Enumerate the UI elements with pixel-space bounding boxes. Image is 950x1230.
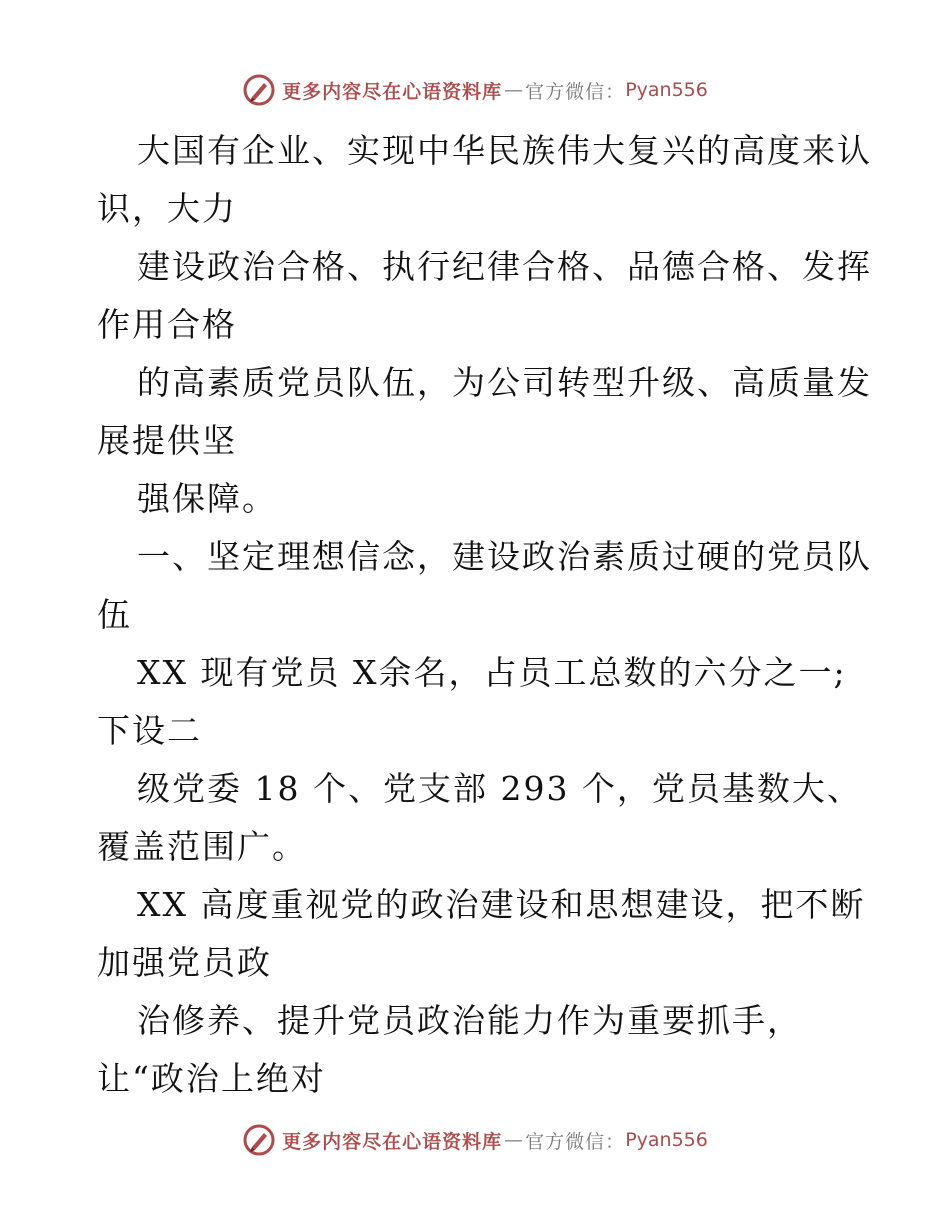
- body-line: 覆盖范围广。: [97, 827, 307, 866]
- body-line: XX 现有党员 X余名，占员工总数的六分之一;: [137, 653, 847, 692]
- document-body: [97, 122, 872, 1108]
- pen-logo-icon: [242, 73, 276, 107]
- banner-wechat-id: Pyan556: [625, 79, 708, 101]
- pen-logo-icon: [242, 1123, 276, 1157]
- section-heading: 一、坚定理想信念，建设政治素质过硬的党员队: [137, 537, 872, 576]
- body-line: 识，大力: [97, 189, 237, 228]
- banner-separator: —: [504, 79, 524, 101]
- banner-main-text: 更多内容尽在心语资料库: [282, 80, 503, 103]
- body-line: 的高素质党员队伍，为公司转型升级、高质量发: [137, 363, 872, 402]
- body-line: 展提供坚: [97, 421, 237, 460]
- body-line: 强保障。: [137, 479, 277, 518]
- footer-banner: [0, 1120, 950, 1160]
- body-line: 级党委 18 个、党支部 293 个，党员基数大、: [137, 769, 862, 808]
- section-heading-cont: 伍: [97, 595, 132, 634]
- body-line: 作用合格: [97, 305, 237, 344]
- body-line: XX 高度重视党的政治建设和思想建设，把不断: [137, 885, 866, 924]
- body-line: 加强党员政: [97, 943, 272, 982]
- banner-main-text: 更多内容尽在心语资料库: [282, 1130, 503, 1153]
- body-line: 让“政治上绝对: [97, 1059, 326, 1098]
- banner-separator: —: [504, 1129, 524, 1151]
- banner-wechat-label: 官方微信：: [525, 1130, 626, 1153]
- banner-wechat-id: Pyan556: [625, 1129, 708, 1151]
- body-line: 建设政治合格、执行纪律合格、品德合格、发挥: [137, 247, 872, 286]
- header-banner: [0, 70, 950, 110]
- body-line: 下设二: [97, 711, 202, 750]
- body-line: 大国有企业、实现中华民族伟大复兴的高度来认: [137, 131, 872, 170]
- banner-wechat-label: 官方微信：: [525, 80, 626, 103]
- body-line: 治修养、提升党员政治能力作为重要抓手，: [137, 1001, 802, 1040]
